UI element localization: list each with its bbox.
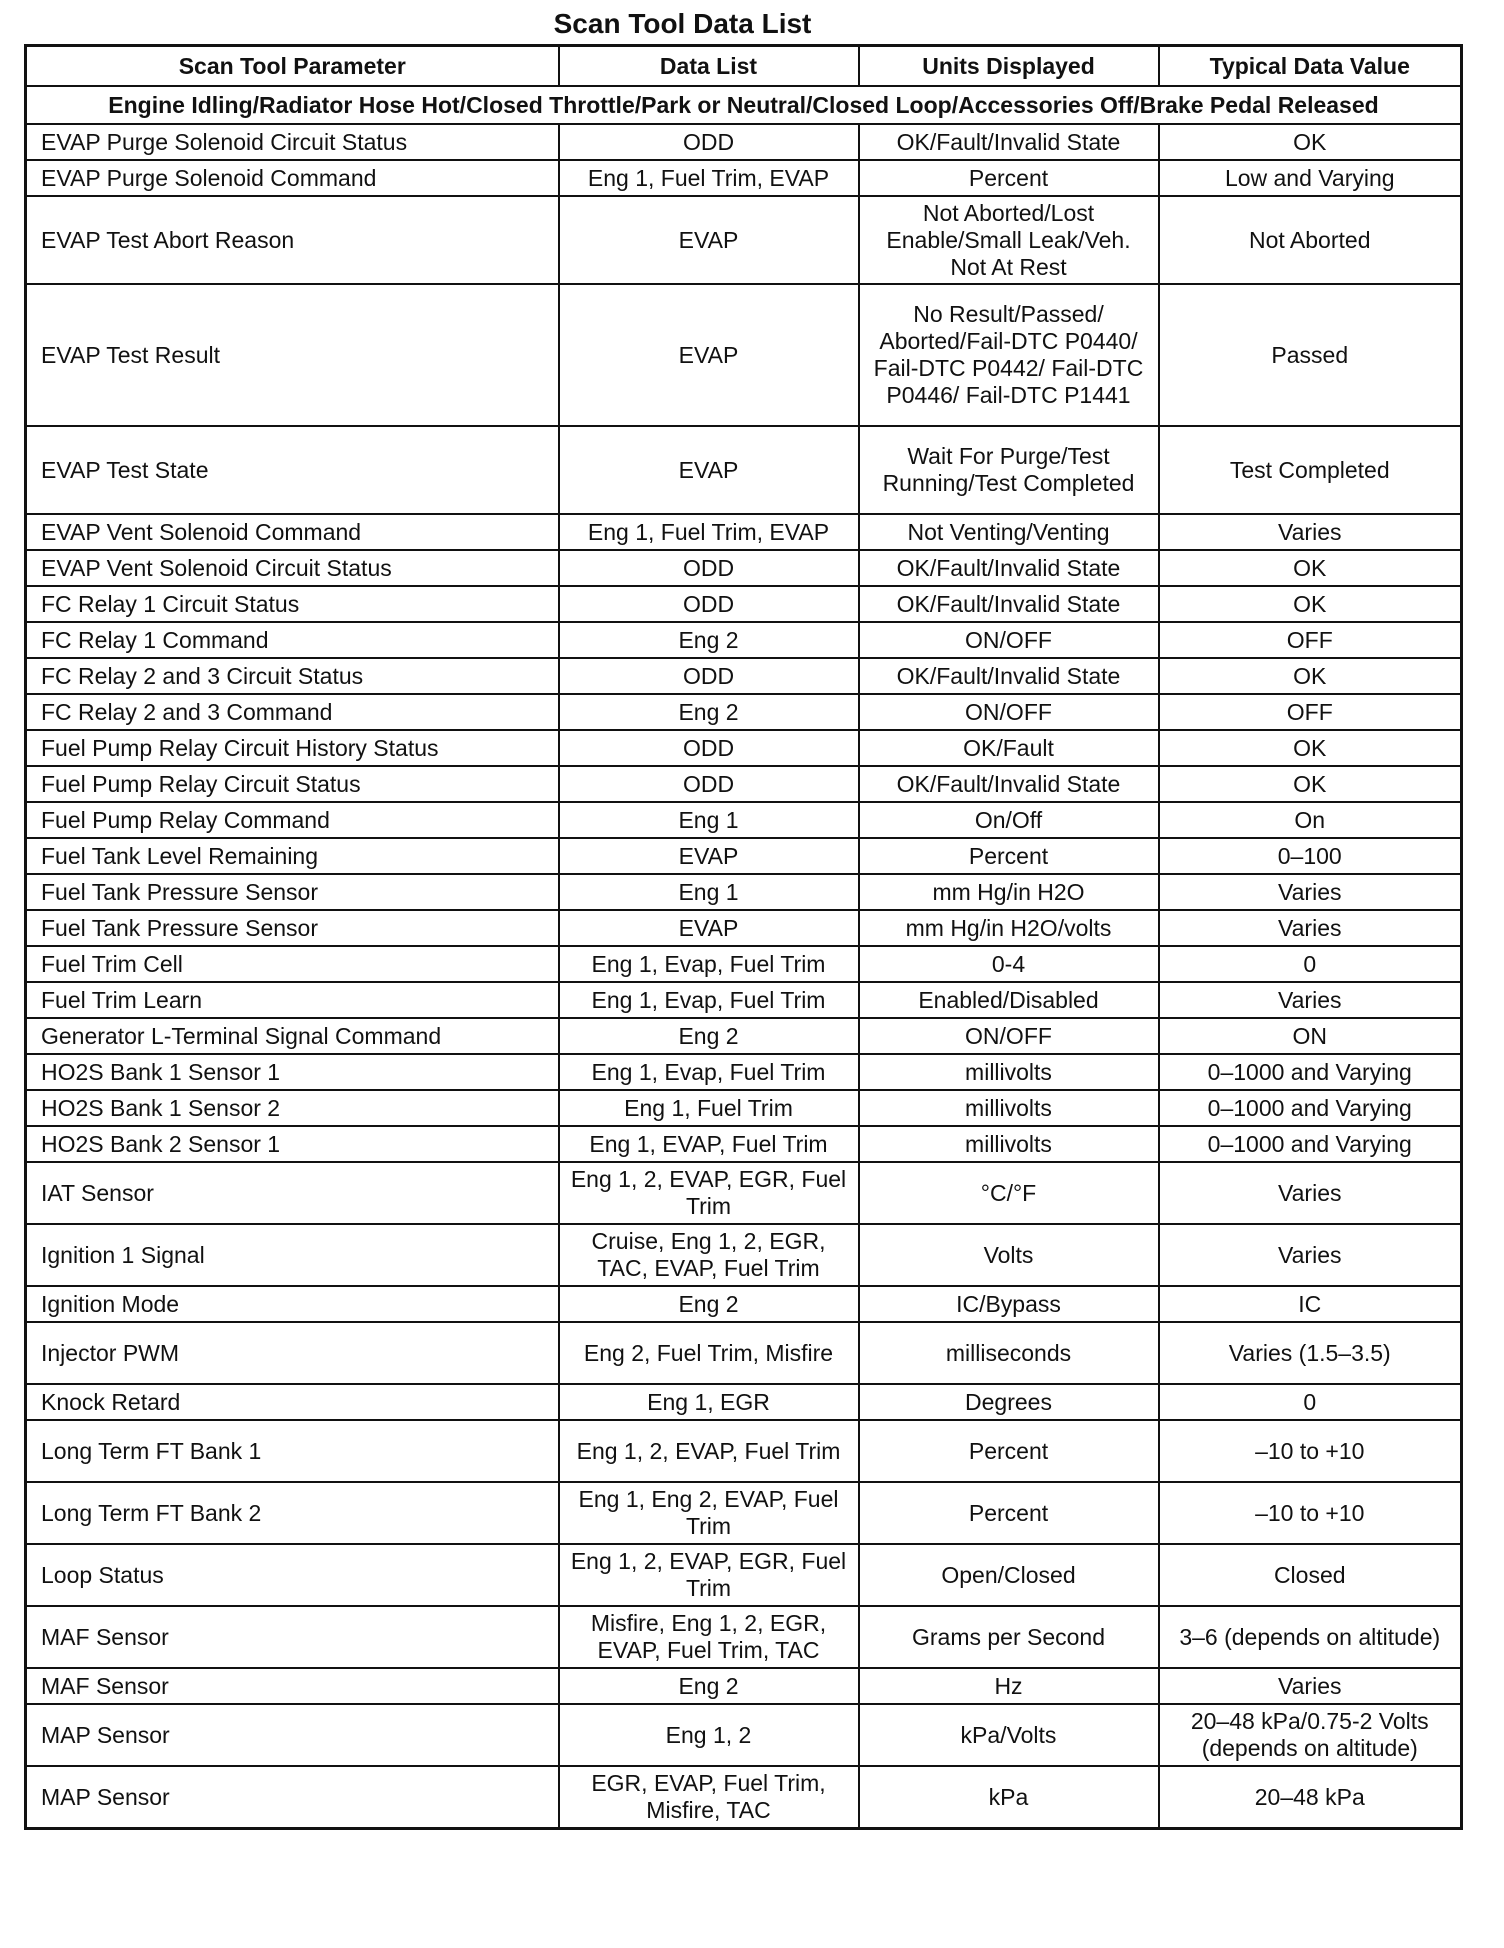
cell-data-list: EVAP [559,910,859,946]
cell-parameter: Ignition 1 Signal [26,1224,559,1286]
cell-data-list: Eng 1 [559,802,859,838]
cell-units: millivolts [859,1090,1159,1126]
cell-data-list: Eng 1, 2, EVAP, EGR, Fuel Trim [559,1162,859,1224]
cell-typical-value: –10 to +10 [1159,1482,1462,1544]
cell-units: No Result/Passed/ Aborted/Fail-DTC P0440/ Fail-DTC P0442/ Fail-DTC P0446/ Fail-DTC P1441 [859,284,1159,426]
table-row [26,910,1462,946]
cell-parameter: Long Term FT Bank 2 [26,1482,559,1544]
cell-data-list: Eng 2 [559,694,859,730]
table-row [26,946,1462,982]
cell-data-list: EGR, EVAP, Fuel Trim, Misfire, TAC [559,1766,859,1829]
table-row [26,694,1462,730]
cell-parameter: EVAP Vent Solenoid Circuit Status [26,550,559,586]
cell-data-list: Eng 1, Evap, Fuel Trim [559,1054,859,1090]
cell-parameter: HO2S Bank 2 Sensor 1 [26,1126,559,1162]
cell-typical-value: –10 to +10 [1159,1420,1462,1482]
cell-typical-value: Varies [1159,874,1462,910]
cell-parameter: Loop Status [26,1544,559,1606]
cell-units: Percent [859,838,1159,874]
header-data-list: Data List [559,46,859,87]
table-row [26,1704,1462,1766]
table-row [26,1322,1462,1384]
cell-data-list: Eng 1, Fuel Trim [559,1090,859,1126]
cell-parameter: EVAP Purge Solenoid Command [26,160,559,196]
cell-units: mm Hg/in H2O/volts [859,910,1159,946]
table-row [26,124,1462,160]
table-row [26,1286,1462,1322]
cell-data-list: ODD [559,766,859,802]
cell-data-list: Eng 2 [559,622,859,658]
cell-typical-value: Not Aborted [1159,196,1462,284]
cell-typical-value: 0–1000 and Varying [1159,1090,1462,1126]
cell-parameter: FC Relay 1 Circuit Status [26,586,559,622]
cell-parameter: Fuel Tank Pressure Sensor [26,874,559,910]
cell-units: millivolts [859,1126,1159,1162]
cell-data-list: Eng 2 [559,1018,859,1054]
cell-typical-value: 0 [1159,946,1462,982]
table-row [26,1766,1462,1829]
cell-typical-value: Varies (1.5–3.5) [1159,1322,1462,1384]
cell-typical-value: Varies [1159,514,1462,550]
cell-data-list: ODD [559,124,859,160]
cell-typical-value: Passed [1159,284,1462,426]
cell-data-list: EVAP [559,426,859,514]
cell-parameter: Fuel Pump Relay Command [26,802,559,838]
table-row [26,1018,1462,1054]
cell-parameter: EVAP Vent Solenoid Command [26,514,559,550]
cell-units: OK/Fault/Invalid State [859,550,1159,586]
cell-parameter: Fuel Tank Level Remaining [26,838,559,874]
cell-data-list: Eng 1, 2, EVAP, Fuel Trim [559,1420,859,1482]
table-row [26,1126,1462,1162]
table-row [26,1224,1462,1286]
cell-typical-value: OK [1159,766,1462,802]
table-row [26,1420,1462,1482]
cell-parameter: FC Relay 1 Command [26,622,559,658]
cell-parameter: FC Relay 2 and 3 Command [26,694,559,730]
table-row [26,426,1462,514]
table-row [26,658,1462,694]
cell-typical-value: OK [1159,124,1462,160]
condition-text: Engine Idling/Radiator Hose Hot/Closed Throttle/Park or Neutral/Closed Loop/Accessories Off/Brake Pedal Released [26,86,1462,124]
cell-typical-value: OK [1159,730,1462,766]
cell-typical-value: Varies [1159,1162,1462,1224]
cell-parameter: Fuel Pump Relay Circuit Status [26,766,559,802]
cell-parameter: EVAP Test State [26,426,559,514]
cell-data-list: Eng 2 [559,1668,859,1704]
cell-data-list: Eng 2 [559,1286,859,1322]
table-row [26,1544,1462,1606]
cell-units: Not Aborted/Lost Enable/Small Leak/Veh. Not At Rest [859,196,1159,284]
cell-data-list: Misfire, Eng 1, 2, EGR, EVAP, Fuel Trim, TAC [559,1606,859,1668]
cell-typical-value: OK [1159,658,1462,694]
cell-units: Not Venting/Venting [859,514,1159,550]
cell-typical-value: Varies [1159,1224,1462,1286]
cell-parameter: HO2S Bank 1 Sensor 2 [26,1090,559,1126]
cell-typical-value: 20–48 kPa/0.75-2 Volts (depends on altitude) [1159,1704,1462,1766]
cell-units: °C/°F [859,1162,1159,1224]
header-parameter: Scan Tool Parameter [26,46,559,87]
table-row [26,284,1462,426]
cell-units: kPa/Volts [859,1704,1159,1766]
cell-data-list: Eng 1, Eng 2, EVAP, Fuel Trim [559,1482,859,1544]
cell-data-list: Eng 1, Fuel Trim, EVAP [559,514,859,550]
cell-typical-value: Low and Varying [1159,160,1462,196]
cell-units: Volts [859,1224,1159,1286]
cell-data-list: Eng 1, Fuel Trim, EVAP [559,160,859,196]
cell-units: OK/Fault/Invalid State [859,124,1159,160]
table-row [26,1090,1462,1126]
cell-data-list: EVAP [559,196,859,284]
cell-parameter: MAP Sensor [26,1766,559,1829]
table-row [26,622,1462,658]
cell-typical-value: Varies [1159,1668,1462,1704]
header-typical-value: Typical Data Value [1159,46,1462,87]
header-row [26,46,1462,87]
header-units: Units Displayed [859,46,1159,87]
cell-units: Grams per Second [859,1606,1159,1668]
cell-typical-value: Varies [1159,910,1462,946]
cell-units: millivolts [859,1054,1159,1090]
cell-parameter: Fuel Trim Cell [26,946,559,982]
table-row [26,982,1462,1018]
cell-data-list: Eng 1, 2 [559,1704,859,1766]
cell-typical-value: OK [1159,586,1462,622]
cell-typical-value: OK [1159,550,1462,586]
table-row [26,874,1462,910]
cell-units: kPa [859,1766,1159,1829]
table-row [26,1162,1462,1224]
cell-parameter: MAF Sensor [26,1606,559,1668]
cell-parameter: IAT Sensor [26,1162,559,1224]
cell-parameter: FC Relay 2 and 3 Circuit Status [26,658,559,694]
cell-units: Open/Closed [859,1544,1159,1606]
cell-parameter: EVAP Test Result [26,284,559,426]
cell-parameter: Knock Retard [26,1384,559,1420]
cell-units: Percent [859,1482,1159,1544]
cell-data-list: EVAP [559,838,859,874]
table-row [26,766,1462,802]
cell-data-list: ODD [559,586,859,622]
cell-typical-value: 0–100 [1159,838,1462,874]
cell-units: Hz [859,1668,1159,1704]
cell-typical-value: Varies [1159,982,1462,1018]
cell-typical-value: 0–1000 and Varying [1159,1054,1462,1090]
cell-units: ON/OFF [859,694,1159,730]
table-row [26,1482,1462,1544]
cell-parameter: HO2S Bank 1 Sensor 1 [26,1054,559,1090]
cell-units: milliseconds [859,1322,1159,1384]
table-row [26,196,1462,284]
cell-parameter: Generator L-Terminal Signal Command [26,1018,559,1054]
cell-parameter: Long Term FT Bank 1 [26,1420,559,1482]
cell-data-list: Eng 1, Evap, Fuel Trim [559,982,859,1018]
cell-typical-value: Test Completed [1159,426,1462,514]
cell-units: Percent [859,160,1159,196]
cell-data-list: Cruise, Eng 1, 2, EGR, TAC, EVAP, Fuel Trim [559,1224,859,1286]
condition-row [26,86,1462,124]
cell-units: 0-4 [859,946,1159,982]
table-row [26,160,1462,196]
cell-parameter: EVAP Purge Solenoid Circuit Status [26,124,559,160]
cell-parameter: MAP Sensor [26,1704,559,1766]
table-row [26,802,1462,838]
cell-parameter: Injector PWM [26,1322,559,1384]
cell-parameter: Fuel Trim Learn [26,982,559,1018]
cell-units: Percent [859,1420,1159,1482]
table-row [26,514,1462,550]
cell-typical-value: IC [1159,1286,1462,1322]
cell-units: OK/Fault [859,730,1159,766]
cell-units: OK/Fault/Invalid State [859,586,1159,622]
cell-data-list: ODD [559,730,859,766]
cell-data-list: Eng 1, EGR [559,1384,859,1420]
table-row [26,1668,1462,1704]
cell-typical-value: ON [1159,1018,1462,1054]
scan-tool-data-table [24,44,1463,1830]
cell-units: OK/Fault/Invalid State [859,766,1159,802]
cell-data-list: Eng 2, Fuel Trim, Misfire [559,1322,859,1384]
cell-parameter: MAF Sensor [26,1668,559,1704]
table-row [26,1054,1462,1090]
cell-data-list: Eng 1 [559,874,859,910]
cell-parameter: Fuel Pump Relay Circuit History Status [26,730,559,766]
cell-units: ON/OFF [859,1018,1159,1054]
cell-typical-value: 0–1000 and Varying [1159,1126,1462,1162]
cell-parameter: Ignition Mode [26,1286,559,1322]
cell-units: IC/Bypass [859,1286,1159,1322]
cell-parameter: Fuel Tank Pressure Sensor [26,910,559,946]
cell-units: Degrees [859,1384,1159,1420]
page-title: Scan Tool Data List [553,8,812,39]
table-row [26,838,1462,874]
cell-data-list: Eng 1, 2, EVAP, EGR, Fuel Trim [559,1544,859,1606]
cell-data-list: ODD [559,550,859,586]
cell-typical-value: OFF [1159,622,1462,658]
cell-typical-value: Closed [1159,1544,1462,1606]
cell-units: Enabled/Disabled [859,982,1159,1018]
cell-units: Wait For Purge/Test Running/Test Completed [859,426,1159,514]
cell-typical-value: 3–6 (depends on altitude) [1159,1606,1462,1668]
cell-typical-value: 20–48 kPa [1159,1766,1462,1829]
cell-parameter: EVAP Test Abort Reason [26,196,559,284]
cell-typical-value: OFF [1159,694,1462,730]
table-row [26,1606,1462,1668]
cell-data-list: Eng 1, EVAP, Fuel Trim [559,1126,859,1162]
cell-units: OK/Fault/Invalid State [859,658,1159,694]
cell-units: On/Off [859,802,1159,838]
cell-data-list: ODD [559,658,859,694]
cell-data-list: EVAP [559,284,859,426]
table-row [26,1384,1462,1420]
table-row [26,586,1462,622]
cell-typical-value: On [1159,802,1462,838]
cell-units: mm Hg/in H2O [859,874,1159,910]
cell-typical-value: 0 [1159,1384,1462,1420]
cell-data-list: Eng 1, Evap, Fuel Trim [559,946,859,982]
table-row [26,730,1462,766]
cell-units: ON/OFF [859,622,1159,658]
table-row [26,550,1462,586]
